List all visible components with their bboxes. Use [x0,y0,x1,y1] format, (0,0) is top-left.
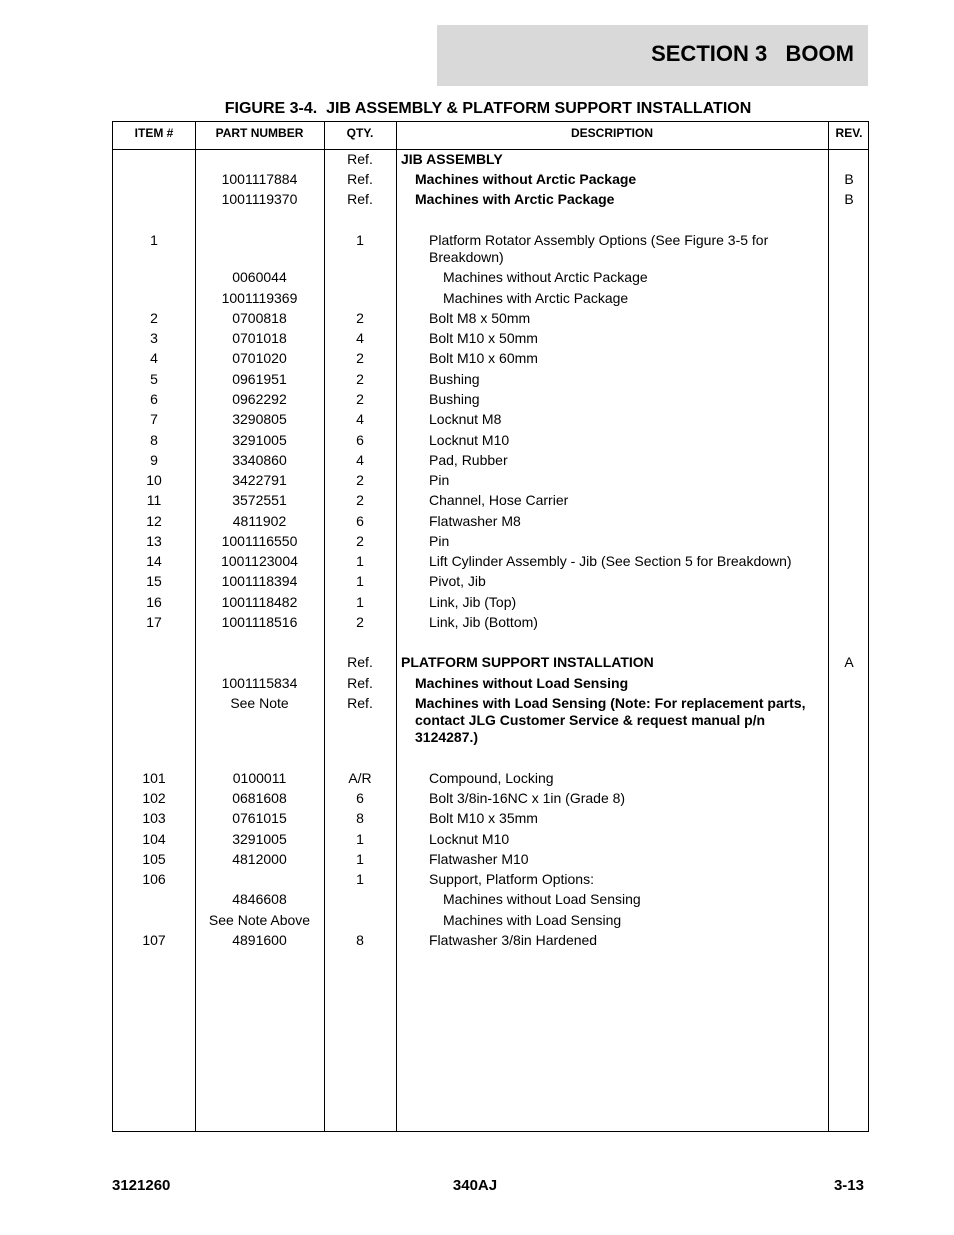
quantity-cell: 2 [356,350,364,366]
quantity-cell: 6 [356,790,364,806]
item-number-cell: 16 [146,594,162,610]
item-number-cell: 4 [150,350,158,366]
item-number-cell: 15 [146,573,162,589]
quantity-cell: 2 [356,492,364,508]
quantity-cell: Ref. [347,191,373,207]
section-header [437,25,868,86]
description-cell: Lift Cylinder Assembly - Jib (See Section 5 for Breakdown) [429,553,792,569]
description-cell: Machines with Arctic Package [415,191,615,207]
item-number-cell: 104 [142,831,166,847]
header-divider [113,149,868,150]
footer-model: 340AJ [452,1177,498,1194]
description-cell: Locknut M10 [429,831,510,847]
description-cell: Locknut M10 [429,432,510,448]
item-number-cell: 7 [150,411,158,427]
item-number-cell: 6 [150,391,158,407]
part-number-cell: 3291005 [232,831,287,847]
description-cell: Bolt 3/8in-16NC x 1in (Grade 8) [429,790,626,806]
description-cell: Flatwasher M10 [429,851,529,867]
quantity-cell: 1 [356,831,364,847]
part-number-cell: 3291005 [232,432,287,448]
part-number-cell: 0961951 [232,371,287,387]
quantity-cell: 4 [356,452,364,468]
item-number-cell: 3 [150,330,158,346]
part-number-cell: 1001118482 [221,594,298,610]
description-cell: Flatwasher 3/8in Hardened [429,932,598,948]
item-number-cell: 17 [146,614,162,630]
part-number-cell: 0962292 [232,391,287,407]
quantity-cell: 1 [356,871,364,887]
column-divider [396,122,397,1131]
description-cell: Machines with Arctic Package [443,290,629,306]
part-number-cell: 1001123004 [221,553,298,569]
quantity-cell: Ref. [347,695,373,711]
description-cell: Bushing [429,391,480,407]
part-number-cell: 3290805 [232,411,287,427]
description-cell: Pin [429,533,450,549]
part-number-cell: 0701020 [232,350,287,366]
description-cell: Machines without Load Sensing [443,891,641,907]
description-cell: Flatwasher M8 [429,513,521,529]
parts-table [112,121,869,1132]
footer-page-number: 3-13 [833,1177,864,1194]
part-number-cell: 3422791 [232,472,287,488]
quantity-cell: 6 [356,432,364,448]
quantity-cell: 6 [356,513,364,529]
part-number-cell: 1001119369 [221,290,298,306]
quantity-cell: 1 [356,553,364,569]
item-number-cell: 10 [146,472,162,488]
quantity-cell: Ref. [347,654,373,670]
description-cell: Channel, Hose Carrier [429,492,569,508]
quantity-cell: 2 [356,533,364,549]
column-header-rev: REV. [835,126,863,140]
quantity-cell: 1 [356,573,364,589]
revision-cell: B [844,191,854,207]
part-number-cell: 4846608 [232,891,287,907]
part-number-cell: 1001117884 [221,171,298,187]
description-cell: Platform Rotator Assembly Options (See Figure 3-5 for Breakdown) [429,232,769,265]
part-number-cell: 0681608 [232,790,287,806]
part-number-cell: 0100011 [232,770,287,786]
quantity-cell: 2 [356,614,364,630]
quantity-cell: 2 [356,472,364,488]
revision-cell: B [844,171,854,187]
quantity-cell: 8 [356,810,364,826]
part-number-cell: See Note [230,695,289,711]
item-number-cell: 14 [146,553,162,569]
description-cell: JIB ASSEMBLY [401,151,503,167]
part-number-cell: 1001119370 [221,191,298,207]
quantity-cell: A/R [348,770,372,786]
part-number-cell: 0060044 [232,269,287,285]
part-number-cell: 1001116550 [221,533,298,549]
item-number-cell: 8 [150,432,158,448]
item-number-cell: 101 [142,770,166,786]
quantity-cell: 4 [356,411,364,427]
part-number-cell: 1001118394 [221,573,298,589]
description-cell: Locknut M8 [429,411,502,427]
part-number-cell: 1001118516 [221,614,298,630]
description-cell: Link, Jib (Bottom) [429,614,538,630]
quantity-cell: 1 [356,594,364,610]
item-number-cell: 12 [146,513,162,529]
part-number-cell: 4891600 [232,932,287,948]
description-cell: Bushing [429,371,480,387]
part-number-cell: 3340860 [232,452,287,468]
quantity-cell: 2 [356,391,364,407]
item-number-cell: 11 [146,492,162,508]
part-number-cell: See Note Above [208,912,311,928]
item-number-cell: 13 [146,533,162,549]
footer-doc-number: 3121260 [112,1177,171,1194]
description-cell: Machines without Arctic Package [443,269,648,285]
item-number-cell: 5 [150,371,158,387]
item-number-cell: 1 [150,232,158,248]
column-header-description: DESCRIPTION [570,126,653,140]
quantity-cell: 1 [356,851,364,867]
description-cell: Pin [429,472,450,488]
description-cell: Bolt M10 x 50mm [429,330,538,346]
revision-cell: A [844,654,854,670]
quantity-cell: Ref. [347,171,373,187]
column-divider [828,122,829,1131]
item-number-cell: 103 [142,810,166,826]
part-number-cell: 0700818 [232,310,287,326]
quantity-cell: Ref. [347,151,373,167]
part-number-cell: 4811902 [232,513,287,529]
part-number-cell: 1001115834 [221,675,298,691]
quantity-cell: Ref. [347,675,373,691]
description-cell: PLATFORM SUPPORT INSTALLATION [401,654,654,670]
description-cell: Pad, Rubber [429,452,508,468]
item-number-cell: 107 [142,932,166,948]
description-cell: Machines without Arctic Package [415,171,637,187]
item-number-cell: 105 [142,851,166,867]
part-number-cell: 0761015 [232,810,287,826]
description-cell: Compound, Locking [429,770,554,786]
description-cell: Bolt M10 x 60mm [429,350,538,366]
description-cell: Machines without Load Sensing [415,675,629,691]
section-title: SECTION 3 BOOM [651,41,854,66]
figure-title: FIGURE 3-4. JIB ASSEMBLY & PLATFORM SUPPORT INSTALLATION [224,100,752,117]
item-number-cell: 9 [150,452,158,468]
part-number-cell: 4812000 [232,851,287,867]
column-header-part-number: PART NUMBER [215,126,304,140]
column-header-qty: QTY. [346,126,374,140]
item-number-cell: 102 [142,790,166,806]
description-cell: Support, Platform Options: [429,871,594,887]
item-number-cell: 2 [150,310,158,326]
description-cell: Link, Jib (Top) [429,594,517,610]
description-cell: Machines with Load Sensing [443,912,622,928]
description-cell: Machines with Load Sensing (Note: For replacement parts, contact JLG Customer Service & request manual p/n 3124287.) [415,695,806,745]
quantity-cell: 2 [356,371,364,387]
description-cell: Bolt M10 x 35mm [429,810,538,826]
quantity-cell: 1 [356,232,364,248]
quantity-cell: 4 [356,330,364,346]
part-number-cell: 3572551 [232,492,287,508]
quantity-cell: 2 [356,310,364,326]
description-cell: Bolt M8 x 50mm [429,310,531,326]
quantity-cell: 8 [356,932,364,948]
column-header-item: ITEM # [134,126,174,140]
item-number-cell: 106 [142,871,166,887]
description-cell: Pivot, Jib [429,573,486,589]
part-number-cell: 0701018 [232,330,287,346]
